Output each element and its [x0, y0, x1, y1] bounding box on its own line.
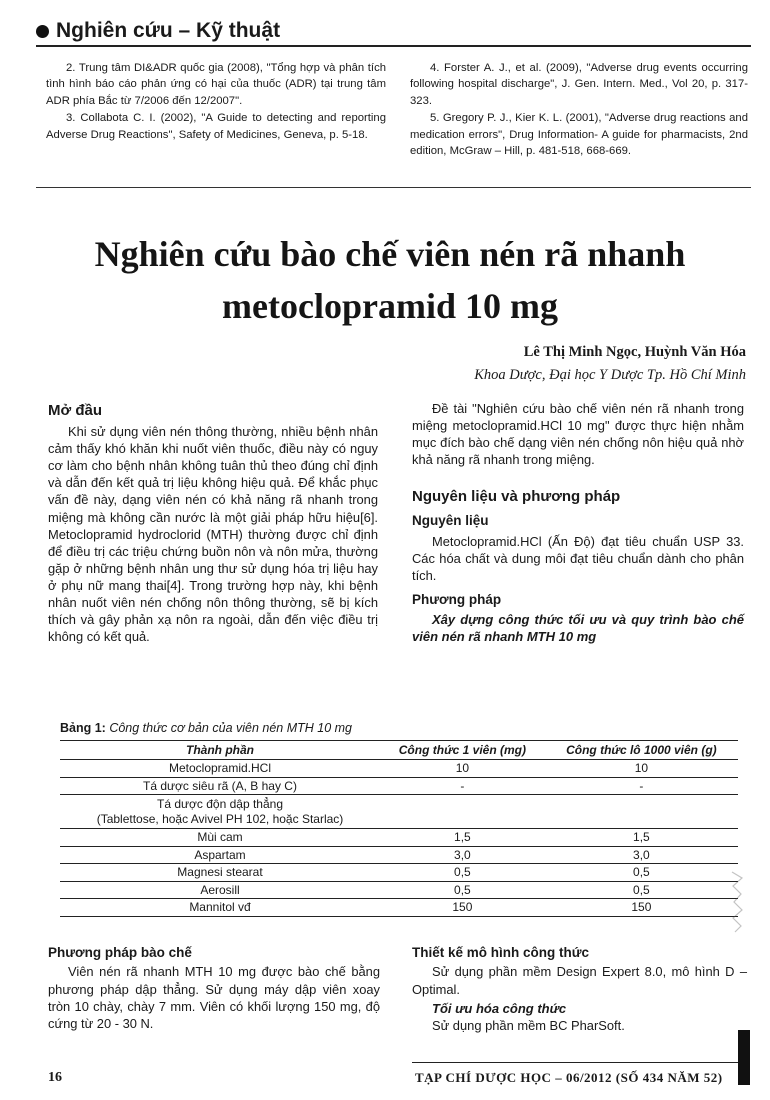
references-rule [36, 187, 751, 188]
table-cell: Tá dược độn dập thẳng (Tablettose, hoặc Avivel PH 102, hoặc Starlac) [60, 795, 380, 829]
table-cell: Mùi cam [60, 829, 380, 847]
table-cell: Aspartam [60, 846, 380, 864]
corner-mark [738, 1030, 750, 1085]
objective-paragraph: Đề tài "Nghiên cứu bào chế viên nén rã nhanh trong miệng metoclopramid.HCl 10 mg" được thực hiện nhằm mục đích bào chế dạng viên nén chống nôn hiệu quả nhờ khả năng rã nhanh trong miệng. [412, 401, 744, 468]
table-row [60, 795, 738, 829]
method-subtitle: Xây dựng công thức tối ưu và quy trình bào chế viên nén rã nhanh MTH 10 mg [412, 611, 744, 645]
table-row [60, 777, 738, 795]
table-cell: Aerosill [60, 881, 380, 899]
materials-heading: Nguyên liệu [412, 513, 489, 529]
table-caption [60, 721, 352, 735]
table-header: Thành phần [60, 741, 380, 760]
table-cell: - [545, 777, 738, 795]
table-cell: 0,5 [545, 881, 738, 899]
section-header [36, 16, 751, 46]
table-header: Công thức lô 1000 viên (g) [545, 741, 738, 760]
design-section [412, 944, 747, 1034]
table-row [60, 829, 738, 847]
table-cell: 1,5 [380, 829, 545, 847]
title-line-1: Nghiên cứu bào chế viên nén rã nhanh [94, 234, 686, 274]
page-number: 16 [48, 1070, 62, 1085]
table-row [60, 760, 738, 778]
materials-text: Metoclopramid.HCl (Ấn Độ) đạt tiêu chuẩn USP 33. Các hóa chất và dung môi đạt tiêu chuẩn dành cho phân tích. [412, 533, 744, 583]
intro-column [48, 402, 378, 645]
optimization-heading: Tối ưu hóa công thức [432, 1000, 567, 1016]
table-caption-label: Bảng 1: [60, 721, 106, 735]
optimization-text: Sử dụng phần mềm BC PharSoft. [432, 1018, 625, 1034]
table-caption-text: Công thức cơ bản của viên nén MTH 10 mg [109, 721, 353, 735]
title-line-2: metoclopramid 10 mg [222, 286, 558, 326]
table-cell: 3,0 [380, 846, 545, 864]
preparation-section [48, 944, 380, 1032]
table-cell: 150 [545, 899, 738, 917]
table-cell: 10 [545, 760, 738, 778]
table-cell: 150 [380, 899, 545, 917]
table-cell: 3,0 [545, 846, 738, 864]
preparation-text: Viên nén rã nhanh MTH 10 mg được bào chế bằng phương pháp dập thẳng. Sử dụng máy dập viên xoay tròn 10 chày, chày 7 mm. Viên có khối lượng 150 mg, độ cứng từ 20 - 30 N. [48, 964, 380, 1032]
method-heading: Phương pháp [412, 591, 502, 607]
margin-scribble-icon [730, 868, 744, 934]
references-left [46, 60, 386, 144]
table-cell: Mannitol vđ [60, 899, 380, 917]
preparation-heading: Phương pháp bào chế [48, 945, 192, 960]
table-cell: 0,5 [380, 864, 545, 882]
header-rule [36, 45, 751, 47]
table-row [60, 881, 738, 899]
table-cell: Tá dược siêu rã (A, B hay C) [60, 777, 380, 795]
reference-2: 2. Trung tâm DI&ADR quốc gia (2008), "Tổng hợp và phân tích tình hình báo cáo phản ứng có hại của thuốc (ADR) tại trung tâm ADR phía Bắc từ 7/2006 đến 12/2007". [46, 62, 386, 107]
design-text: Sử dụng phần mềm Design Expert 8.0, mô hình D – Optimal. [412, 964, 747, 997]
methods-heading: Nguyên liệu và phương pháp [412, 488, 621, 506]
reference-3: 3. Collabota C. I. (2002), "A Guide to detecting and reporting Adverse Drug Reactions", Safety of Medicines, Geneva, p. 5-18. [46, 112, 386, 141]
affiliation: Khoa Dược, Đại học Y Dược Tp. Hồ Chí Minh [474, 367, 746, 383]
article-title [40, 228, 740, 332]
table-cell: 10 [380, 760, 545, 778]
intro-heading: Mở đầu [48, 402, 102, 419]
table-row [60, 846, 738, 864]
table-cell [545, 795, 738, 829]
intro-paragraph: Khi sử dụng viên nén thông thường, nhiều bệnh nhân cảm thấy khó khăn khi nuốt viên thuốc, điều này có nguy cơ làm cho bệnh nhân không tuân thủ theo đúng chỉ định và dẫn đến kết quả trị liệu không hiệu quả. Để khắc phục vấn đề này, dạng viên nén có khả năng rã nhanh trong miệng mà không cần nước là một giải pháp hữu hiệu[6]. Metoclopramid hydroclorid (MTH) thường được chỉ định để điều trị các triệu chứng buồn nôn và nôn mửa, thường gặp ở những bệnh nhân ung thư sử dụng hóa trị liệu hay ở phụ nữ mang thai[4]. Trong trường hợp này, khi bệnh nhân nuốt viên nén chống nôn thông thường, sẽ bị kích thích và gây phản xạ nôn ra ngoài, dẫn đến việc điều trị không có kết quả. [48, 424, 378, 645]
table-cell: Metoclopramid.HCl [60, 760, 380, 778]
table-cell: 1,5 [545, 829, 738, 847]
reference-4: 4. Forster A. J., et al. (2009), "Adverse drug events occurring following hospital discharge", J. Gen. Intern. Med., Vol 20, p. 317-323. [410, 62, 748, 107]
table-cell [380, 795, 545, 829]
references-right [410, 60, 748, 160]
authors: Lê Thị Minh Ngọc, Huỳnh Văn Hóa [523, 344, 746, 360]
table-header-row [60, 741, 738, 760]
footer-rule [412, 1062, 747, 1063]
table-cell: 0,5 [545, 864, 738, 882]
section-label: Nghiên cứu – Kỹ thuật [56, 19, 281, 42]
table-cell: Magnesi stearat [60, 864, 380, 882]
table-header: Công thức 1 viên (mg) [380, 741, 545, 760]
right-column [412, 400, 744, 645]
table-cell: 0,5 [380, 881, 545, 899]
table-row [60, 899, 738, 917]
design-heading: Thiết kế mô hình công thức [412, 945, 590, 960]
bullet-icon [36, 25, 49, 38]
formula-table [60, 740, 738, 917]
reference-5: 5. Gregory P. J., Kier K. L. (2001), "Adverse drug reactions and medication errors", Drug Information- A guide for pharmacists, 2nd edition, McGraw – Hill, p. 481-518, 668-669. [410, 112, 748, 158]
table-row [60, 864, 738, 882]
journal-footer: TẠP CHÍ DƯỢC HỌC – 06/2012 (SỐ 434 NĂM 52) [415, 1070, 723, 1085]
table-cell: - [380, 777, 545, 795]
